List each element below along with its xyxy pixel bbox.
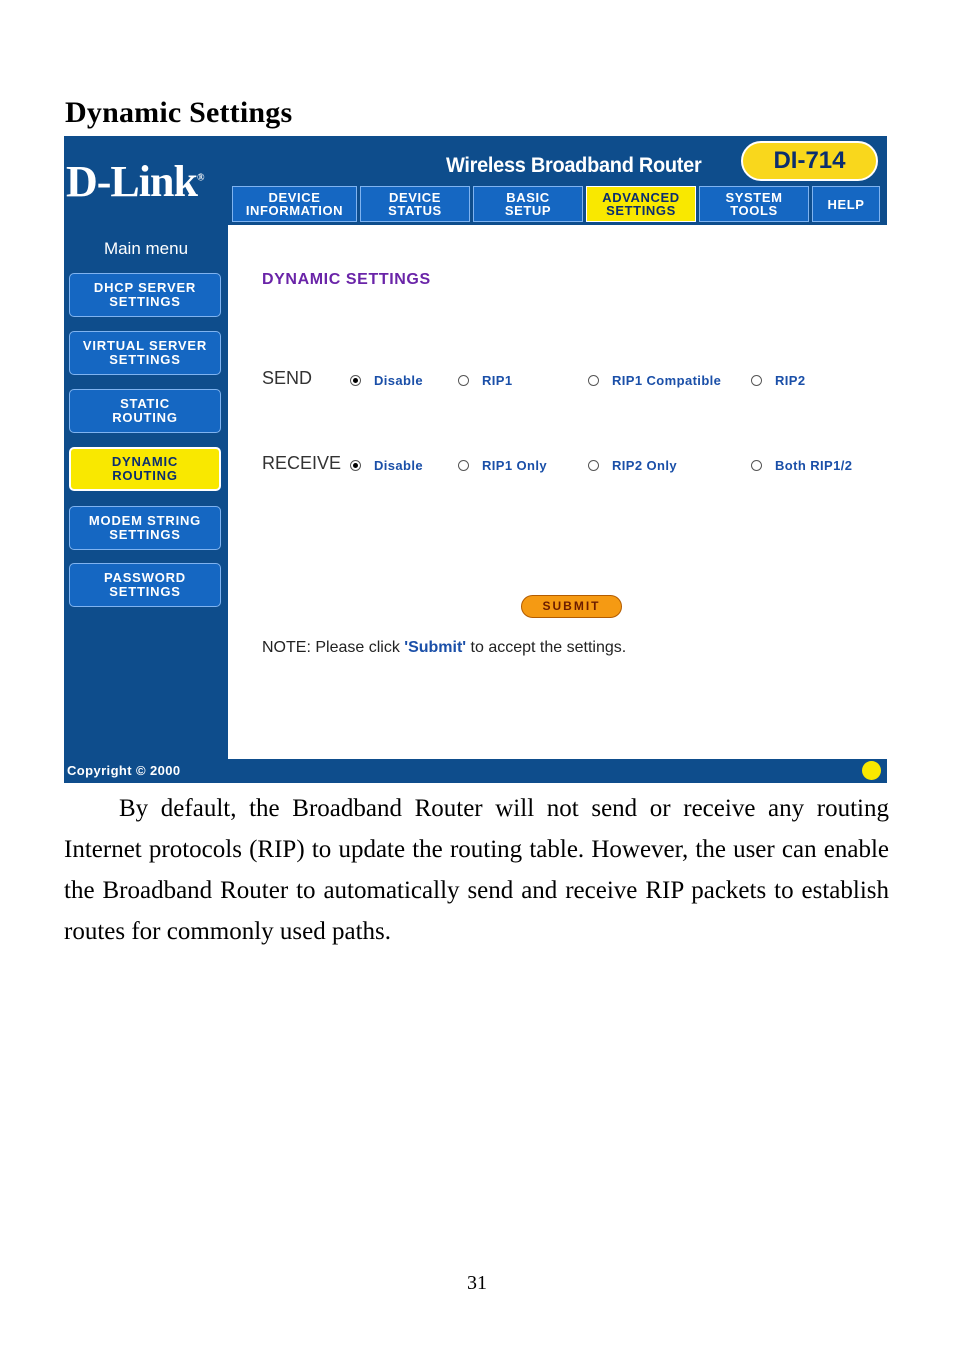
product-name: Wireless Broadband Router [446, 154, 702, 177]
send-option-disable[interactable]: Disable [350, 373, 423, 388]
tab-device-information[interactable]: DEVICE INFORMATION [232, 186, 357, 222]
radio-icon[interactable] [751, 460, 762, 471]
receive-label: RECEIVE [262, 453, 342, 473]
radio-icon[interactable] [350, 460, 361, 471]
body-paragraph: By default, the Broadband Router will not send or receive any routing Internet protocols (RIP) to update the routing table. However, the user can enable the Broadband Router to automatically send and receive RIP packets to establish routes for commonly used paths. [64, 795, 889, 945]
header-bar [64, 136, 887, 225]
tab-help[interactable]: HELP [812, 186, 880, 222]
radio-icon[interactable] [751, 375, 762, 386]
document-heading: Dynamic Settings [65, 96, 293, 129]
send-option-rip1[interactable]: RIP1 [458, 373, 513, 388]
router-ui-screenshot [64, 136, 887, 783]
radio-icon[interactable] [458, 375, 469, 386]
radio-icon[interactable] [588, 375, 599, 386]
send-label: SEND [262, 368, 313, 388]
receive-option-rip2-only[interactable]: RIP2 Only [588, 458, 677, 473]
send-option-rip1-compatible[interactable]: RIP1 Compatible [588, 373, 721, 388]
page-number: 31 [467, 1272, 487, 1294]
send-option-rip2[interactable]: RIP2 [751, 373, 806, 388]
tab-advanced-settings[interactable]: ADVANCED SETTINGS [586, 186, 696, 222]
radio-icon[interactable] [458, 460, 469, 471]
menu-modem-string-settings[interactable]: MODEM STRING SETTINGS [69, 506, 221, 550]
status-dot-icon [862, 761, 881, 780]
submit-button[interactable]: SUBMIT [521, 595, 622, 618]
dlink-logo: D-Link® [66, 157, 204, 206]
page-title: DYNAMIC SETTINGS [262, 271, 431, 288]
radio-icon[interactable] [588, 460, 599, 471]
receive-option-both-rip[interactable]: Both RIP1/2 [751, 458, 852, 473]
menu-password-settings[interactable]: PASSWORD SETTINGS [69, 563, 221, 607]
tab-basic-setup[interactable]: BASIC SETUP [473, 186, 583, 222]
tab-device-status[interactable]: DEVICE STATUS [360, 186, 470, 222]
menu-static-routing[interactable]: STATIC ROUTING [69, 389, 221, 433]
sidebar [64, 225, 228, 759]
menu-dhcp-server-settings[interactable]: DHCP SERVER SETTINGS [69, 273, 221, 317]
menu-virtual-server-settings[interactable]: VIRTUAL SERVER SETTINGS [69, 331, 221, 375]
receive-option-disable[interactable]: Disable [350, 458, 423, 473]
content-panel [228, 225, 887, 759]
footer-bar [64, 759, 887, 783]
menu-dynamic-routing[interactable]: DYNAMIC ROUTING [69, 447, 221, 491]
tab-system-tools[interactable]: SYSTEM TOOLS [699, 186, 809, 222]
model-badge: DI-714 [741, 141, 878, 181]
note-submit-link: 'Submit' [404, 639, 467, 656]
copyright-text: Copyright © 2000 [67, 763, 181, 778]
main-menu-heading: Main menu [103, 239, 189, 258]
radio-icon[interactable] [350, 375, 361, 386]
note-text: NOTE: Please click 'Submit' to accept the settings. [262, 639, 627, 656]
top-nav-tabs [232, 186, 882, 224]
receive-option-rip1-only[interactable]: RIP1 Only [458, 458, 547, 473]
